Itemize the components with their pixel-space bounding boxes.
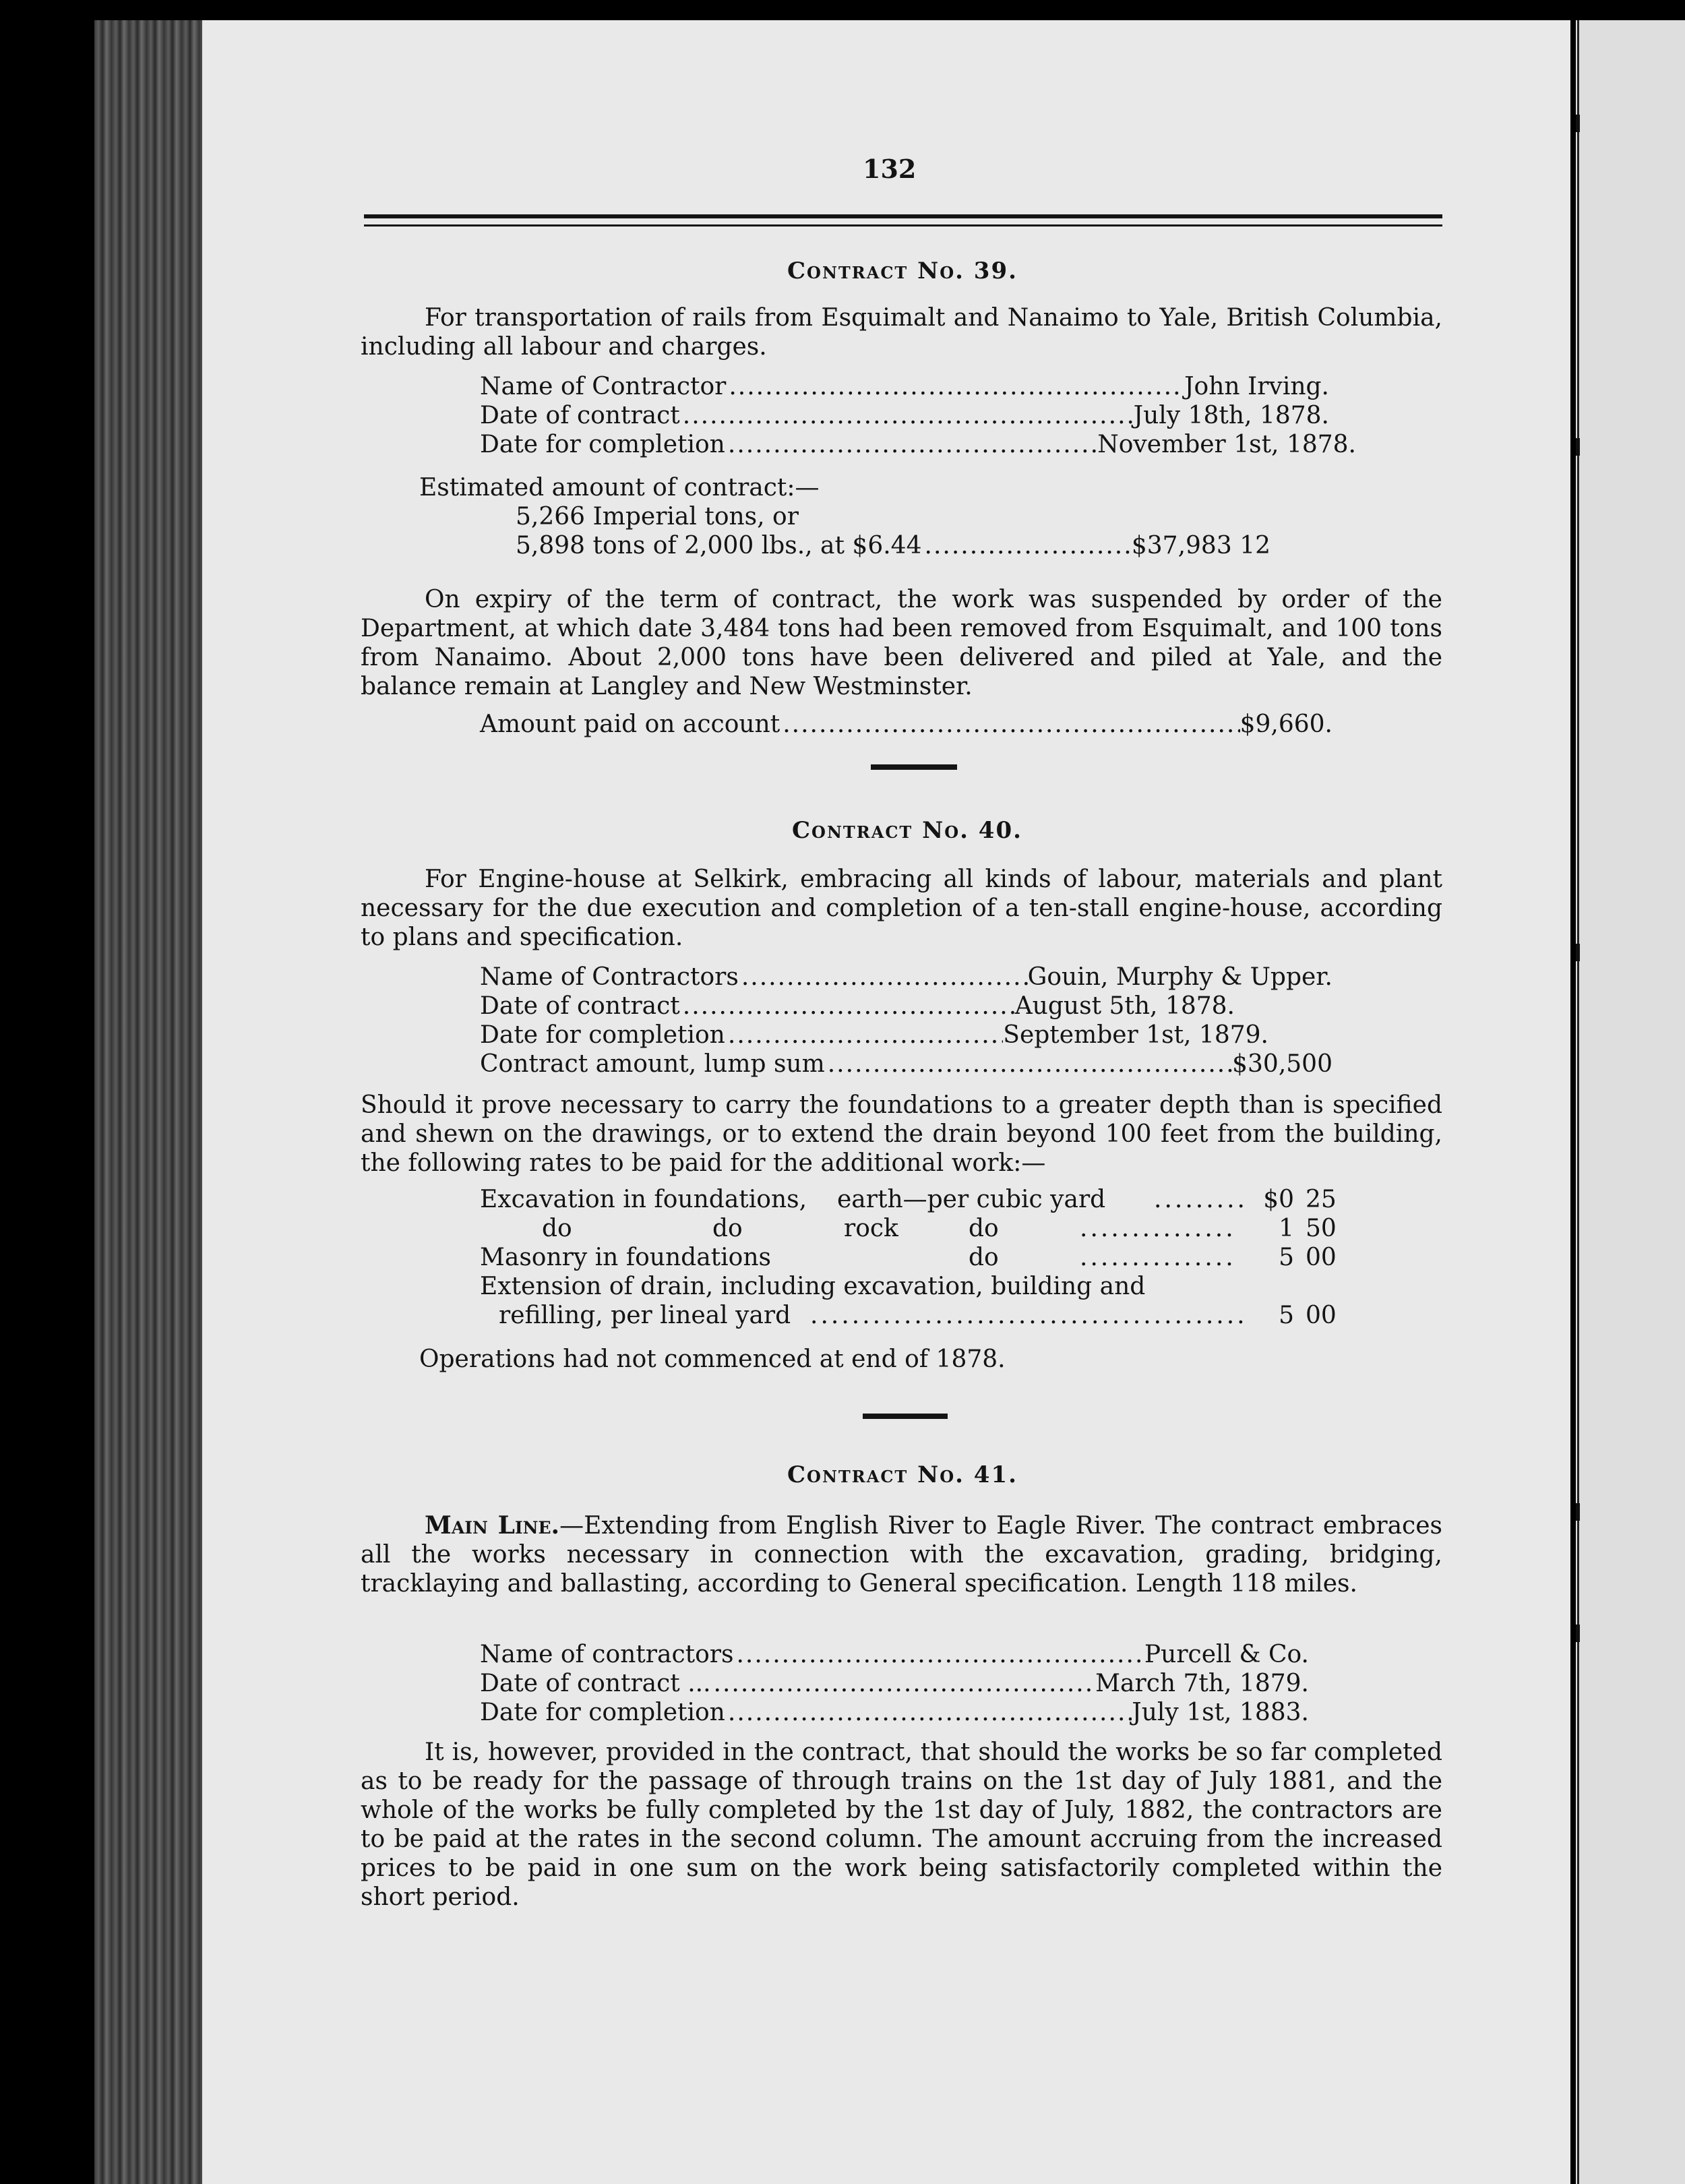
contract-41-contractors: Name of contractors ..... Purcell & Co. [480, 1640, 1309, 1669]
contract-41-heading: Contract No. 41. [787, 1461, 1018, 1488]
page-number: 132 [863, 154, 917, 184]
contract-41-provision: It is, however, provided in the contract, that should the works be so far completed as to be ready for the passage of through trains on the 1st day of July 1881, and the whole of the works be fully completed by the 1st day of July, 1882, the contractors are to be paid at the rates in the second column. The amount accruing from the increased prices to be paid in one sum on the work being satisfactorily completed within the short period. [361, 1738, 1442, 1911]
rate-row: Extension of drain, including excavation, building and [480, 1273, 1146, 1300]
contract-39-estimate-line1: 5,266 Imperial tons, or [516, 503, 799, 530]
section-divider [871, 764, 957, 770]
book-spine [94, 20, 206, 2184]
contract-39-date: Date of contract ..... July 18th, 1878. [480, 401, 1329, 430]
contract-41-description: Main Line.—Extending from English River to Eagle River. The contract embraces all the works necessary in connection with the excavation, grading, bridging, tracklaying and ballasting, according to General specification. Length 118 miles. [361, 1511, 1442, 1598]
contract-39-completion: Date for completion ..... November 1st, 1878. [480, 430, 1356, 459]
contract-39-estimate-heading: Estimated amount of contract:— [419, 474, 820, 502]
contract-39-note: On expiry of the term of contract, the work was suspended by order of the Department, at which date 3,484 tons had been removed from Esquimalt, and 100 tons from Nanaimo. About 2,000 tons have been delivered and piled at Yale, and the balance remain at Langley and New Westminster. [361, 586, 1442, 700]
contract-39-paid: Amount paid on account ..... $9,660. [480, 710, 1332, 739]
contract-39-contractor: Name of Contractor ..... John Irving. [480, 372, 1329, 401]
contract-41-lead: Main Line. [425, 1511, 560, 1540]
rate-row: refilling, per lineal yard .......................................... 5 00 [499, 1302, 1337, 1329]
contract-40-completion: Date for completion ..... September 1st, 1879. [480, 1021, 1268, 1050]
contract-40-status: Operations had not commenced at end of 1878. [419, 1345, 1006, 1373]
contract-40-extra-note: Should it prove necessary to carry the foundations to a greater depth than is specified and shewn on the drawings, or to extend the drain beyond 100 feet from the building, the following rates to be paid for the additional work:— [361, 1091, 1442, 1177]
contract-41-completion: Date for completion ..... July 1st, 1883. [480, 1698, 1309, 1727]
rate-row: do do rock do ............... 1 50 [542, 1215, 1337, 1242]
section-divider [863, 1414, 948, 1419]
rate-row: Masonry in foundations do ............... 5 00 [480, 1244, 1337, 1271]
contract-41-date: Date of contract ... ..... March 7th, 1879. [480, 1669, 1309, 1698]
contract-39-description: For transportation of rails from Esquimalt and Nanaimo to Yale, British Columbia, including all labour and charges. [361, 304, 1442, 361]
rate-row: Excavation in foundations, earth—per cubic yard ......... $0 25 [480, 1186, 1337, 1213]
contract-40-amount: Contract amount, lump sum ..... $30,500 [480, 1050, 1332, 1079]
contract-40-date: Date of contract ..... August 5th, 1878. [480, 992, 1235, 1021]
contract-39-estimate-line2: 5,898 tons of 2,000 lbs., at $6.44 ..... $37,983 12 [516, 531, 1270, 560]
contract-40-heading: Contract No. 40. [792, 817, 1022, 844]
header-rule [364, 214, 1442, 226]
contract-40-description: For Engine-house at Selkirk, embracing all kinds of labour, materials and plant necessary for the due execution and completion of a ten-stall engine-house, according to plans and specification. [361, 866, 1442, 951]
adjacent-page-edge [1576, 20, 1685, 2184]
contract-40-contractors: Name of Contractors ..... Gouin, Murphy & Upper. [480, 963, 1332, 992]
contract-39-heading: Contract No. 39. [787, 257, 1018, 284]
